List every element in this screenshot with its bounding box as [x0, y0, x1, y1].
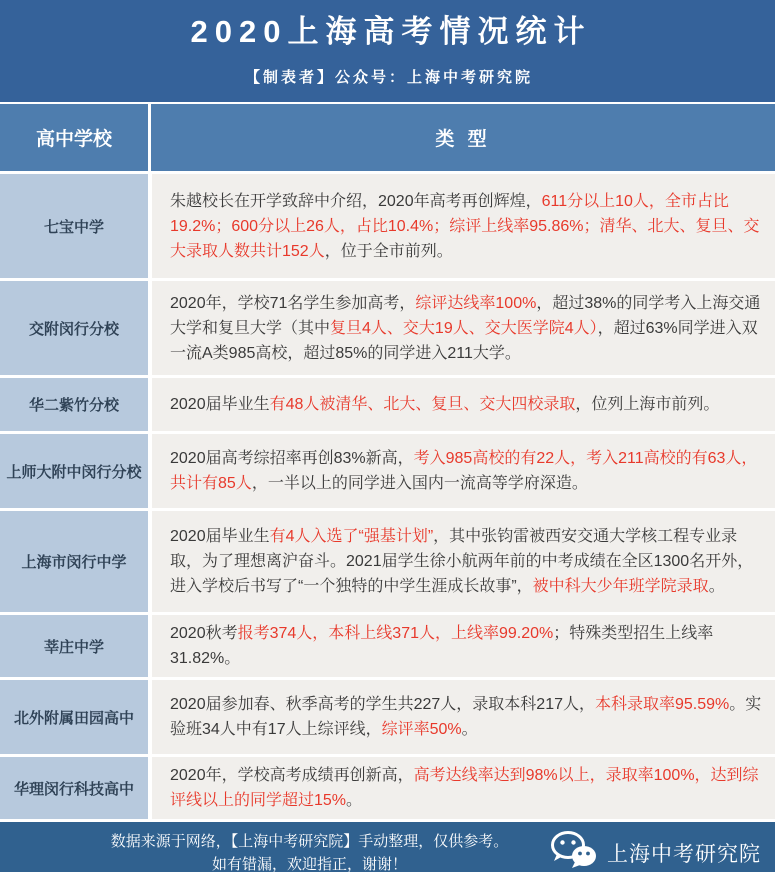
text-segment: 2020年，学校高考成绩再创新高， [170, 767, 414, 784]
table-row [0, 434, 775, 508]
text-segment: 2020届毕业生 [170, 396, 270, 413]
school-cell [0, 434, 148, 508]
text-segment: 高考达线率达到98%以上，录取率100%，达到综评线以上的同学超过15% [170, 767, 759, 809]
text-segment: 611分以上10人，全市占比19.2%；600分以上26人，占比10.4%；综评上线率95.86%；清华、北大、复旦、交大录取人数共计152人 [170, 192, 760, 260]
school-name: 七宝中学 [43, 218, 104, 236]
text-segment: 2020届参加春、秋季高考的学生共227人，录取本科217人， [170, 696, 595, 713]
footer-brand [549, 830, 775, 872]
type-text [170, 392, 719, 417]
school-name: 上师大附中闵行分校 [6, 463, 142, 481]
table-rows [0, 174, 775, 819]
table-row [0, 680, 775, 754]
footer-band [0, 822, 775, 872]
text-segment: ，一半以上的同学进入国内一流高等学府深造。 [251, 475, 588, 492]
text-segment: 有4人入选了“强基计划” [269, 528, 434, 545]
table-row [0, 511, 775, 612]
column-header-school: 高中学校 [0, 104, 148, 171]
school-cell [0, 615, 148, 677]
type-text [170, 621, 763, 671]
brand-name: 上海中考研究院 [607, 842, 761, 866]
footer-disclaimer [0, 830, 549, 872]
text-segment: ；特殊类型招生上线率31.82%。 [170, 625, 714, 667]
table-row [0, 615, 775, 677]
text-segment: 2020届毕业生 [170, 528, 270, 545]
type-text [170, 763, 763, 813]
type-text [170, 291, 763, 366]
type-text [170, 692, 763, 742]
text-segment: 本科录取率95.59% [595, 696, 730, 713]
school-name: 华理闵行科技高中 [13, 780, 134, 798]
text-segment: 2020届高考综招率再创83%新高， [170, 450, 414, 467]
text-segment: ，位列上海市前列。 [575, 396, 720, 413]
type-cell [152, 281, 775, 375]
table-row [0, 378, 775, 431]
school-name: 交附闵行分校 [28, 320, 119, 338]
school-cell [0, 680, 148, 754]
text-segment: 。 [708, 578, 725, 595]
text-segment: 报考374人，本科上线371人，上线率99.20% [237, 625, 554, 642]
text-segment: 综评率50% [381, 721, 462, 738]
type-cell [152, 174, 775, 278]
school-name: 上海市闵行中学 [21, 554, 127, 571]
type-text [170, 189, 763, 264]
type-cell [152, 680, 775, 754]
wechat-logo-icon [549, 830, 599, 872]
school-cell [0, 378, 148, 431]
text-segment: 考入985高校的有22人，考入211高校的有63人，共计有85人 [170, 450, 758, 492]
school-name: 华二紫竹分校 [28, 397, 119, 414]
page-title: 2020上海高考情况统计 [190, 14, 592, 49]
school-cell [0, 757, 148, 819]
text-segment: 。 [461, 721, 478, 738]
school-cell [0, 281, 148, 375]
table-row [0, 174, 775, 278]
page-subtitle: 【制表者】公众号：上海中考研究院 [244, 69, 533, 87]
school-name: 北外附属田园高中 [13, 709, 134, 727]
text-segment: ，位于全市前列。 [324, 242, 453, 260]
type-cell [152, 378, 775, 431]
type-cell [152, 757, 775, 819]
text-segment: 复旦4人、交大19人、交大医学院4人） [330, 319, 598, 337]
table-row [0, 757, 775, 819]
text-segment: ，其中张钧雷被西安交通大学核工程专业录取，为了理想离沪奋斗。2021届学生徐小航两年前的中考成绩在全区1300名开外，进入学校后书写了“一个独特的中学生涯成长故事”， [170, 528, 754, 595]
text-segment: 。实验班34人中有17人上综评线， [170, 696, 762, 738]
text-segment: 朱越校长在开学致辞中介绍，2020年高考再创辉煌， [170, 192, 542, 210]
school-cell [0, 511, 148, 612]
text-segment: 被中科大少年班学院录取 [532, 578, 709, 595]
footer-line1: 数据来源于网络，【上海中考研究院】手动整理，仅供参考。 [110, 832, 509, 850]
footer-line2: 如有错漏，欢迎指正，谢谢！ [211, 855, 407, 872]
type-text [170, 446, 763, 496]
school-cell [0, 174, 148, 278]
table-header-row [0, 104, 775, 171]
text-segment: 综评达线率100% [415, 294, 537, 312]
type-cell [152, 615, 775, 677]
type-cell [152, 434, 775, 508]
text-segment: 有48人被清华、北大、复旦、交大四校录取 [269, 396, 576, 413]
text-segment: 2020年，学校71名学生参加高考， [170, 294, 416, 312]
type-cell [152, 511, 775, 612]
text-segment: 2020秋考 [170, 625, 238, 642]
text-segment: 。 [346, 792, 363, 809]
table-row [0, 281, 775, 375]
column-header-type: 类 型 [151, 104, 775, 171]
school-name: 莘庄中学 [43, 638, 104, 656]
text-segment: ，超过63%同学进入双一流A类985高校，超过85%的同学进入211大学。 [170, 319, 758, 362]
type-text [170, 524, 763, 599]
text-segment: ，超过38%的同学考入上海交通大学和复旦大学（其中 [170, 294, 761, 337]
title-band [0, 0, 775, 102]
